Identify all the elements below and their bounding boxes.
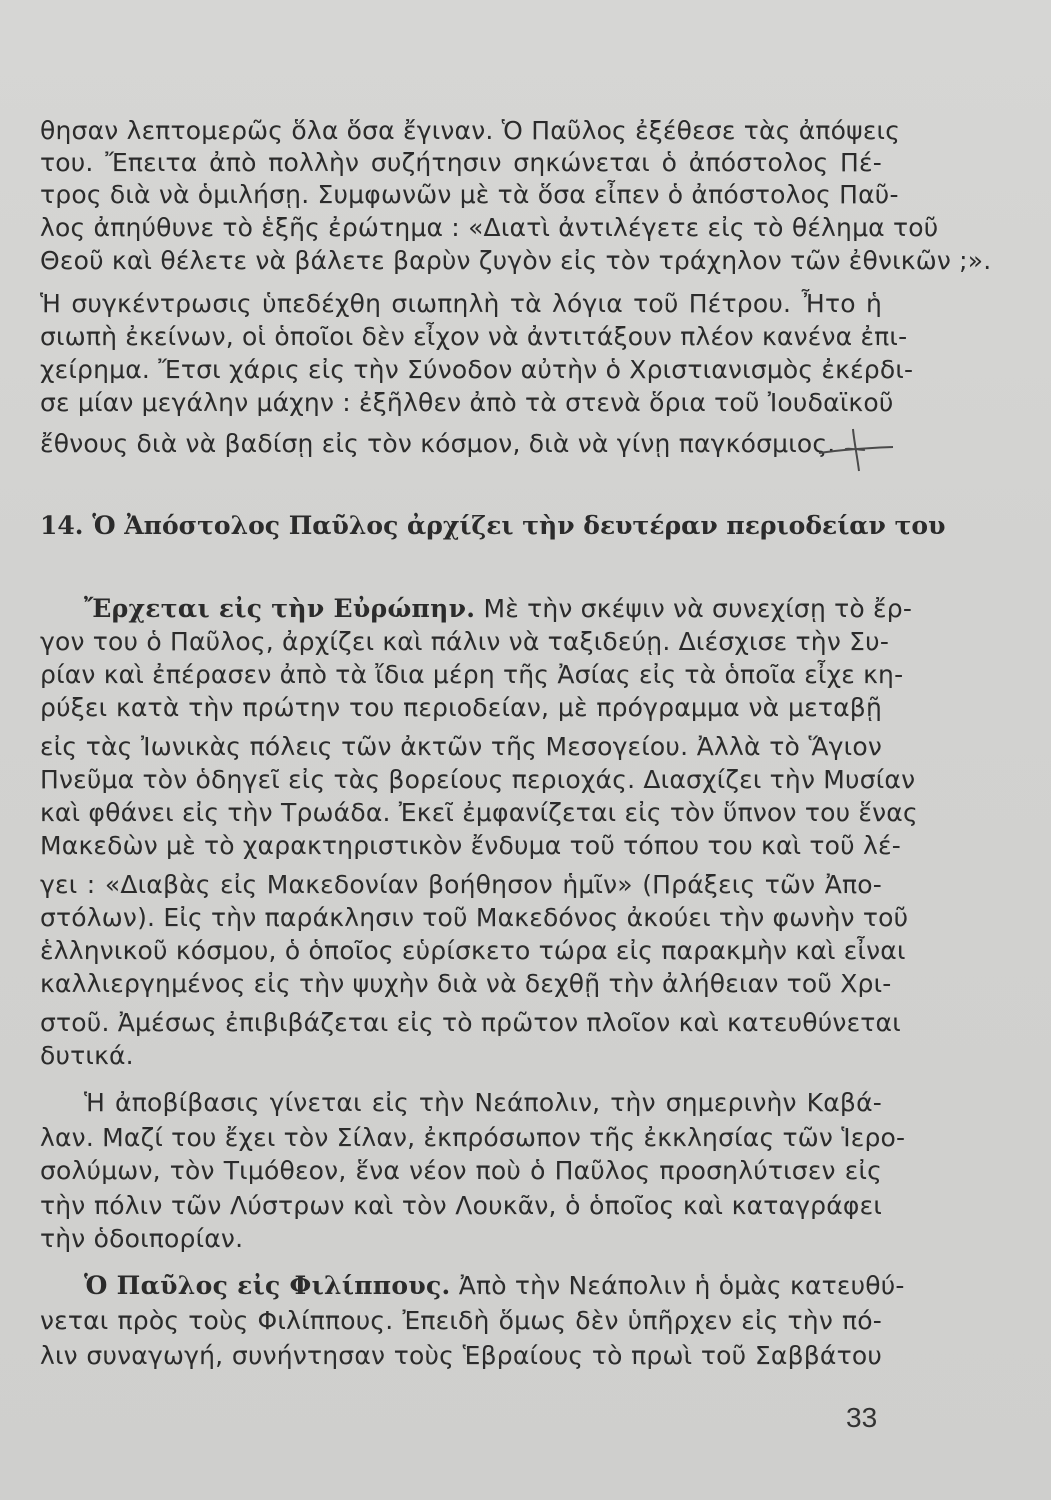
text-line: Θεοῦ καὶ θέλετε νὰ βάλετε βαρὺν ζυγὸν εἰς τὸν τράχηλον τῶν ἐθνικῶν ;». xyxy=(40,246,992,275)
handwritten-cross-mark xyxy=(815,423,895,473)
text-line: χείρημα. Ἔτσι χάρις εἰς τὴν Σύνοδον αὐτὴν ὁ Χριστιανισμὸς ἐκέρδι- xyxy=(40,355,914,384)
text-line: εἰς τὰς Ἰωνικὰς πόλεις τῶν ἀκτῶν τῆς Μεσογείου. Ἀλλὰ τὸ Ἅγιον xyxy=(40,732,882,761)
text-line: Πνεῦμα τὸν ὁδηγεῖ εἰς τὰς βορείους περιοχάς. Διασχίζει τὴν Μυσίαν xyxy=(40,765,916,794)
text-line: τὴν πόλιν τῶν Λύστρων καὶ τὸν Λουκᾶν, ὁ ὁποῖος καὶ καταγράφει xyxy=(40,1191,882,1220)
paragraph-lead: Ὁ Παῦλος εἰς Φιλίππους. xyxy=(84,1271,451,1300)
text-line: σιωπὴ ἐκείνων, οἱ ὁποῖοι δὲν εἶχον νὰ ἀντιτάξουν πλέον κανένα ἐπι- xyxy=(40,322,908,351)
text-line: στοῦ. Ἀμέσως ἐπιβιβάζεται εἰς τὸ πρῶτον πλοῖον καὶ κατευθύνεται xyxy=(40,1008,901,1037)
text-line: ρύξει κατὰ τὴν πρώτην του περιοδείαν, μὲ πρόγραμμα νὰ μεταβῇ xyxy=(40,693,882,722)
paragraph-first-line xyxy=(84,1271,905,1301)
text-line: καλλιεργημένος εἰς τὴν ψυχὴν διὰ νὰ δεχθῇ τὴν ἀλήθειαν τοῦ Χρι- xyxy=(40,969,892,998)
text-line: νεται πρὸς τοὺς Φιλίππους. Ἐπειδὴ ὅμως δὲν ὑπῆρχεν εἰς τὴν πό- xyxy=(40,1306,882,1335)
text-line: ἑλληνικοῦ κόσμου, ὁ ὁποῖος εὑρίσκετο τώρα εἰς παρακμὴν καὶ εἶναι xyxy=(40,936,906,965)
paragraph-lead: Ἔρχεται εἰς τὴν Εὐρώπην. xyxy=(84,594,476,623)
text-line: θησαν λεπτομερῶς ὅλα ὅσα ἔγιναν. Ὁ Παῦλος ἐξέθεσε τὰς ἀπόψεις xyxy=(40,116,901,145)
text-line: σολύμων, τὸν Τιμόθεον, ἕνα νέον ποὺ ὁ Παῦλος προσηλύτισεν εἰς xyxy=(40,1156,882,1185)
page-number: 33 xyxy=(846,1402,878,1433)
text-line: γει : «Διαβὰς εἰς Μακεδονίαν βοήθησον ἡμῖν» (Πράξεις τῶν Ἀπο- xyxy=(40,870,882,899)
text-line: σε μίαν μεγάλην μάχην : ἐξῆλθεν ἀπὸ τὰ στενὰ ὅρια τοῦ Ἰουδαϊκοῦ xyxy=(40,388,894,417)
text-line: ἔθνους διὰ νὰ βαδίσῃ εἰς τὸν κόσμον, διὰ νὰ γίνῃ παγκόσμιος. xyxy=(40,429,836,458)
section-heading: 14. Ὁ Ἀπόστολος Παῦλος ἀρχίζει τὴν δευτέραν περιοδείαν του xyxy=(40,511,946,540)
text-line: ρίαν καὶ ἐπέρασεν ἀπὸ τὰ ἴδια μέρη τῆς Ἀσίας εἰς τὰ ὁποῖα εἶχε κη- xyxy=(40,660,904,689)
text-line: τρος διὰ νὰ ὁμιλήσῃ. Συμφωνῶν μὲ τὰ ὅσα εἶπεν ὁ ἀπόστολος Παῦ- xyxy=(40,180,899,209)
text-line: Ἡ ἀποβίβασις γίνεται εἰς τὴν Νεάπολιν, τὴν σημερινὴν Καβά- xyxy=(84,1088,882,1117)
paragraph-text: Ἀπὸ τὴν Νεάπολιν ἡ ὁμὰς κατευθύ- xyxy=(450,1271,905,1300)
text-line: λιν συναγωγή, συνήντησαν τοὺς Ἑβραίους τὸ πρωὶ τοῦ Σαββάτου xyxy=(40,1341,882,1370)
text-line: γον του ὁ Παῦλος, ἀρχίζει καὶ πάλιν νὰ ταξιδεύῃ. Διέσχισε τὴν Συ- xyxy=(40,627,890,656)
text-line: τὴν ὁδοιπορίαν. xyxy=(40,1224,244,1253)
text-line: δυτικά. xyxy=(40,1041,134,1070)
text-line: στόλων). Εἰς τὴν παράκλησιν τοῦ Μακεδόνος ἀκούει τὴν φωνὴν τοῦ xyxy=(40,903,909,932)
text-line: Μακεδὼν μὲ τὸ χαρακτηριστικὸν ἔνδυμα τοῦ τόπου του καὶ τοῦ λέ- xyxy=(40,831,901,860)
text-line: καὶ φθάνει εἰς τὴν Τρωάδα. Ἐκεῖ ἐμφανίζεται εἰς τὸν ὕπνον του ἕνας xyxy=(40,798,918,827)
text-line: λος ἀπηύθυνε τὸ ἑξῆς ἐρώτημα : «Διατὶ ἀντιλέγετε εἰς τὸ θέλημα τοῦ xyxy=(40,213,939,242)
paragraph-first-line xyxy=(84,594,913,624)
text-line: Ἡ συγκέντρωσις ὑπεδέχθη σιωπηλὴ τὰ λόγια τοῦ Πέτρου. Ἦτο ἡ xyxy=(40,289,882,318)
paragraph-text: Μὲ τὴν σκέψιν νὰ συνεχίσῃ τὸ ἔρ- xyxy=(475,594,913,623)
text-line: λαν. Μαζί του ἔχει τὸν Σίλαν, ἐκπρόσωπον τῆς ἐκκλησίας τῶν Ἱερο- xyxy=(40,1123,906,1152)
text-line: του. Ἔπειτα ἀπὸ πολλὴν συζήτησιν σηκώνεται ὁ ἀπόστολος Πέ- xyxy=(40,148,882,177)
